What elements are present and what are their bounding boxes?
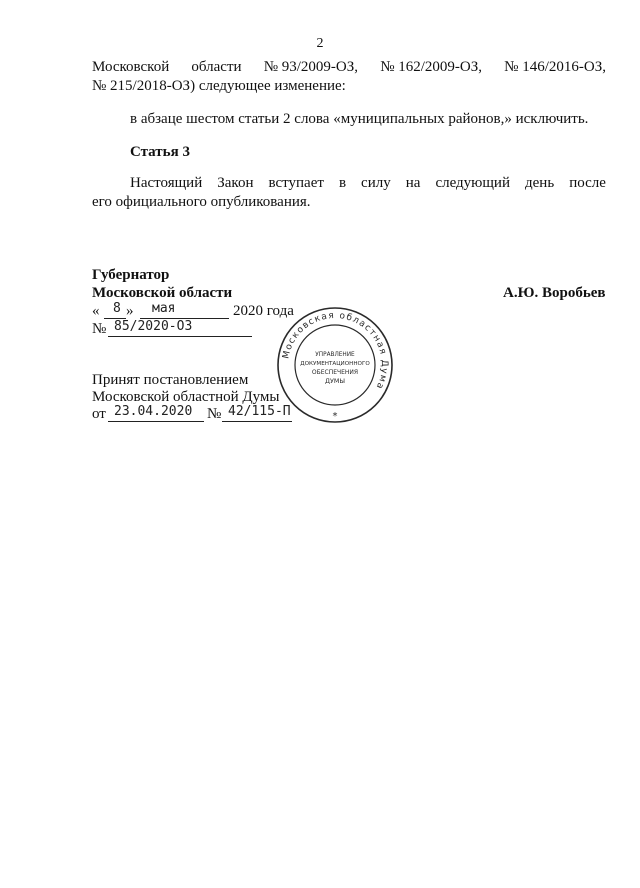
date-year: 2020 года xyxy=(233,303,294,319)
article-3-line-1 xyxy=(130,174,606,192)
adoption-number: 42/115-П xyxy=(228,404,291,419)
article-3-heading: Статья 3 xyxy=(130,144,190,160)
article-word: в xyxy=(338,175,347,191)
adoption-number-sign: № xyxy=(207,406,222,422)
seal-inner-line-4: ДУМЫ xyxy=(324,377,346,385)
law-number-sign: № xyxy=(92,321,107,337)
adoption-from-label: от xyxy=(92,406,106,422)
article-word: на xyxy=(405,175,421,191)
law-number: 85/2020-ОЗ xyxy=(114,319,193,334)
adoption-date-underline xyxy=(108,421,204,422)
article-word: вступает xyxy=(268,175,324,191)
intro-line-1 xyxy=(92,58,606,76)
law-number-underline xyxy=(108,336,252,337)
article-word: после xyxy=(569,175,606,191)
intro-line-2: № 215/2018-ОЗ) следующее изменение: xyxy=(92,78,346,94)
amendment-text: в абзаце шестом статьи 2 слова «муниципальных районов,» исключить. xyxy=(130,111,589,127)
adoption-line-1: Принят постановлением xyxy=(92,372,249,388)
date-close-quote: » xyxy=(126,303,134,319)
seal-inner-line-2: ДОКУМЕНТАЦИОННОГО xyxy=(300,361,370,367)
article-word: силу xyxy=(361,175,391,191)
adoption-line-2: Московской областной Думы xyxy=(92,389,280,405)
date-day: 8 xyxy=(113,301,121,316)
seal-ring-text: Московская областная Дума xyxy=(281,310,390,392)
page-number: 2 xyxy=(316,36,324,51)
article-word: день xyxy=(525,175,555,191)
seal-star-icon: * xyxy=(332,411,338,422)
article-3-line-2: его официального опубликования. xyxy=(92,194,311,210)
intro-word: Московской xyxy=(92,59,170,75)
seal-inner-line-1: УПРАВЛЕНИЕ xyxy=(315,350,355,358)
article-word: следующий xyxy=(435,175,510,191)
article-word: Настоящий xyxy=(130,175,203,191)
adoption-date: 23.04.2020 xyxy=(114,404,193,419)
intro-word: № 146/2016-ОЗ, xyxy=(504,59,606,75)
date-month: мая xyxy=(152,301,176,316)
date-open-quote: « xyxy=(92,303,100,319)
official-seal-stamp xyxy=(276,306,394,424)
signatory-title-line-1: Губернатор xyxy=(92,267,170,283)
signatory-title-line-2: Московской области xyxy=(92,285,233,301)
intro-word: области xyxy=(191,59,242,75)
intro-word: № 162/2009-ОЗ, xyxy=(380,59,483,75)
intro-word: № 93/2009-ОЗ, xyxy=(263,59,359,75)
article-word: Закон xyxy=(217,175,254,191)
seal-inner-line-3: ОБЕСПЕЧЕНИЯ xyxy=(311,369,359,376)
signatory-name: А.Ю. Воробьев xyxy=(503,285,606,301)
